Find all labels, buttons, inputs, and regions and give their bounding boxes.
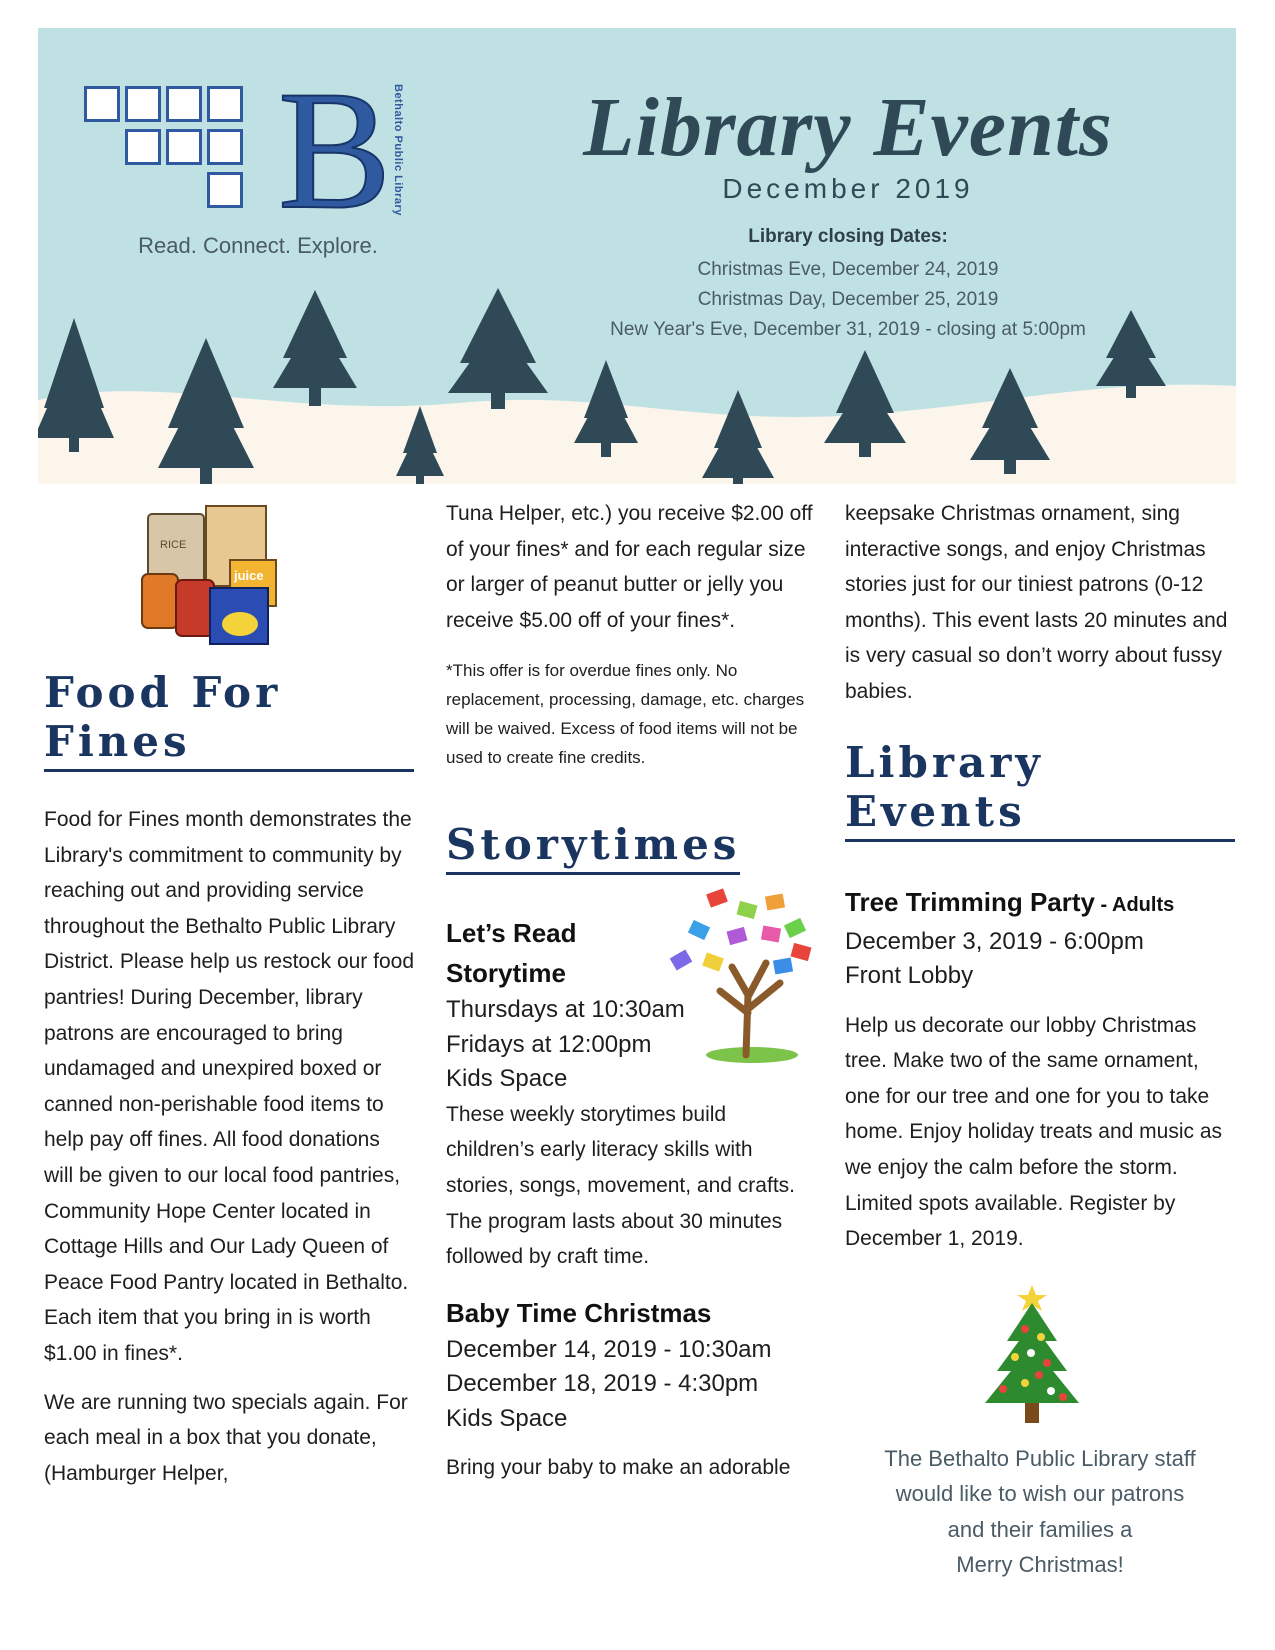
fines-offer-note: *This offer is for overdue fines only. No replacement, processing, damage, etc. charges will be waived. Excess of food items will not be used to create fine credits. xyxy=(446,661,805,768)
lets-read-storytime-event xyxy=(446,913,818,1274)
event-date: December 14, 2019 - 10:30am xyxy=(446,1335,772,1363)
greeting-line: The Bethalto Public Library staff xyxy=(884,1445,1196,1471)
christmas-tree-illustration xyxy=(967,1279,1097,1429)
svg-text:RICE: RICE xyxy=(160,539,187,551)
library-tagline: Read. Connect. Explore. xyxy=(138,233,378,258)
event-title: Tree Trimming Party xyxy=(845,886,1095,917)
pine-tree-1 xyxy=(38,318,114,452)
event-title: Storytime xyxy=(446,958,566,989)
event-title: Baby Time Christmas xyxy=(446,1297,712,1328)
event-description: Bring your baby to make an adorable xyxy=(446,1456,791,1480)
specials-paragraph-continued: Tuna Helper, etc.) you receive $2.00 off of your fines* and for each regular size or larger of peanut butter or jelly you receive $5.00 off of your fines*. xyxy=(446,502,813,632)
event-title: Let’s Read xyxy=(446,918,577,949)
event-audience: - Adults xyxy=(1094,893,1175,916)
groceries-illustration xyxy=(140,496,290,646)
closing-date-item: Christmas Eve, December 24, 2019 xyxy=(697,259,999,280)
svg-text:juice: juice xyxy=(234,568,264,583)
library-logo-letter: B xyxy=(278,56,392,244)
section-heading-food-for-fines: Food For Fines xyxy=(44,668,414,772)
food-for-fines-paragraph: Food for Fines month demonstrates the Library's commitment to community by reaching out and providing service throughout the Bethalto Public Library District. Please help us restock our food pantries! During December, library patrons are encouraged to bring undamaged and unexpired boxed or canned non-perishable food items to help pay off fines. All food donations will be given to our local food pantries, Community Hope Center located in Cottage Hills and Our Lady Queen of Peace Food Pantry located in Bethalto. Each item that you bring in is worth $1.00 in fines*. xyxy=(44,808,415,1365)
event-date: December 18, 2019 - 4:30pm xyxy=(446,1370,759,1398)
section-heading-storytimes: Storytimes xyxy=(446,820,740,875)
greeting-line: and their families a xyxy=(947,1516,1133,1542)
column-food-for-fines xyxy=(44,496,414,1491)
header-banner xyxy=(38,28,1236,484)
holiday-greeting xyxy=(845,1441,1235,1583)
greeting-line: would like to wish our patrons xyxy=(895,1481,1185,1507)
specials-paragraph: We are running two specials again. For each meal in a box that you donate, (Hamburger Helper, xyxy=(44,1390,408,1485)
page-subtitle: December 2019 xyxy=(722,173,974,204)
event-description: Help us decorate our lobby Christmas tree. Make two of the same ornament, one for our tree and one for you to take home. Enjoy holiday treats and music as we enjoy the calm before the storm. Limited spots available. Register by December 1, 2019. xyxy=(845,1013,1223,1251)
library-logo-grid xyxy=(84,86,264,216)
column-library-events xyxy=(845,496,1235,1583)
event-description-continued: keepsake Christmas ornament, sing interactive songs, and enjoy Christmas stories just for our tiniest patrons (0-12 months). This event lasts 20 minutes and is very casual so don’t worry about fussy babies. xyxy=(845,502,1228,703)
event-location: Kids Space xyxy=(446,1065,568,1093)
pine-tree-8 xyxy=(824,350,906,457)
event-location: Kids Space xyxy=(446,1404,568,1432)
event-location: Front Lobby xyxy=(845,962,974,990)
closing-dates-heading: Library closing Dates: xyxy=(748,226,948,247)
baby-time-christmas-event xyxy=(446,1293,818,1486)
greeting-line: Merry Christmas! xyxy=(956,1552,1124,1578)
event-time: Thursdays at 10:30am xyxy=(446,996,685,1024)
event-time: Fridays at 12:00pm xyxy=(446,1030,652,1058)
tree-trimming-party-event xyxy=(845,882,1235,1257)
library-logo-name: Bethalto Public Library xyxy=(392,84,404,216)
closing-date-item: New Year's Eve, December 31, 2019 - closing at 5:00pm xyxy=(610,319,1086,340)
page-title: Library Events xyxy=(583,81,1113,174)
book-tree-illustration xyxy=(662,885,812,1065)
closing-date-item: Christmas Day, December 25, 2019 xyxy=(697,289,999,310)
pine-tree-3 xyxy=(273,290,357,406)
event-date: December 3, 2019 - 6:00pm xyxy=(845,927,1144,955)
column-storytimes xyxy=(446,496,818,1486)
closing-dates-list xyxy=(478,255,1218,345)
section-heading-library-events: Library Events xyxy=(845,738,1235,842)
event-description: These weekly storytimes build children’s early literacy skills with stories, songs, movement, and crafts. The program lasts about 30 minutes followed by craft time. xyxy=(446,1102,795,1269)
